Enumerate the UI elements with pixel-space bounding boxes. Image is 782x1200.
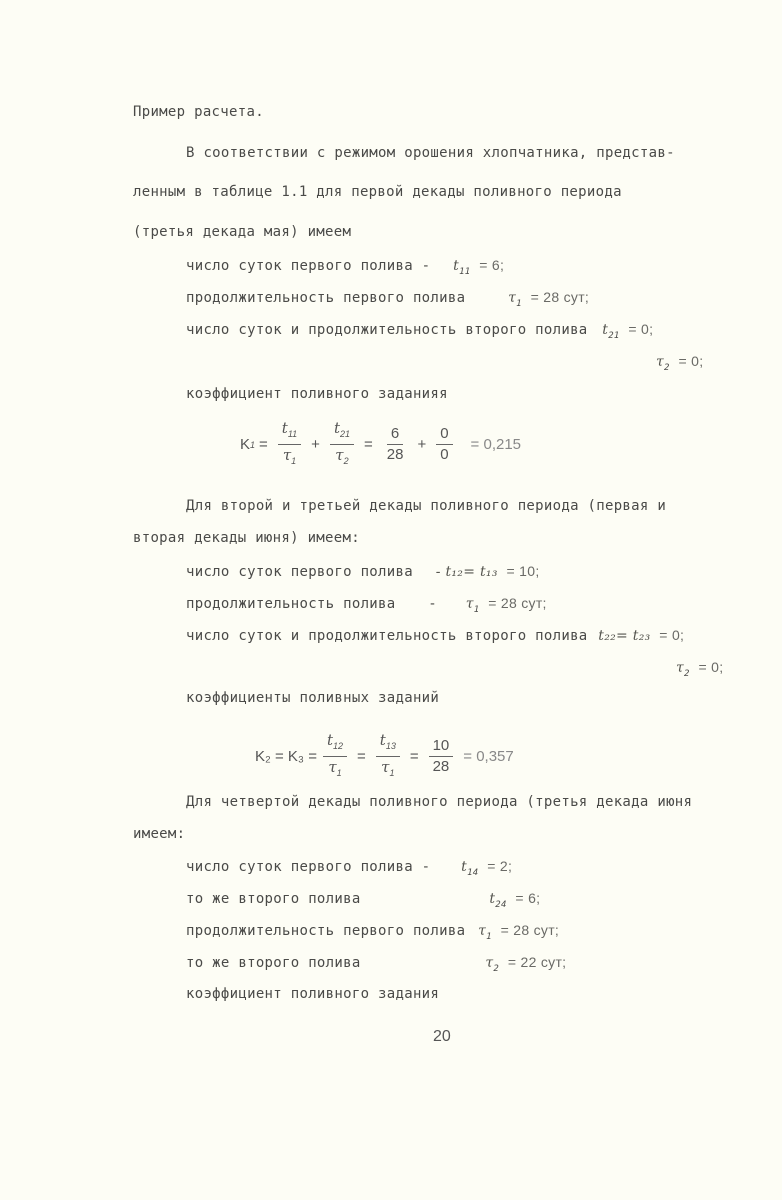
paragraph-line: ленным в таблице 1.1 для первой декады поливного периода xyxy=(133,184,622,200)
page-number: 20 xyxy=(433,1028,451,1045)
list-item: продолжительность первого полива $\tau_1 = 28$ сут; xyxy=(186,922,560,942)
fraction: $\frac{t_{21}}{\tau_2}$ xyxy=(330,418,354,471)
paragraph-line: вторая декады июня) имеем: xyxy=(133,530,360,546)
list-item: продолжительность полива - $\tau_1 = 28$ сут; xyxy=(186,595,547,615)
list-item: число суток первого полива - $t_{11} = 6$; xyxy=(186,257,505,277)
list-item: то же второго полива $t_{24} = 6$; xyxy=(186,890,541,910)
paragraph-line: имеем: xyxy=(133,826,186,842)
fraction: $\frac{6}{28}$ xyxy=(386,425,404,463)
fraction: $\frac{t_{13}}{\tau_1}$ xyxy=(376,730,400,783)
fraction: $\frac{0}{0}$ xyxy=(436,424,452,465)
heading: Пример расчета. xyxy=(133,104,264,120)
formula-k2-k3: K₂ = K₃ = $\frac{t_{12}}{\tau_1}$ = $\frac{t_{13}}{\tau_1}$ = $\frac{10}{28}$ = 0,357 xyxy=(255,730,518,783)
coefficient-label: коэффициент поливного задания xyxy=(186,986,440,1002)
formula-k1: K 1 = $\frac{t_{11}}{\tau_1}$ + $\frac{t_{21}}{\tau_2}$ = $\frac{6}{28}$ + $\frac{0}{0}$ = 0,215 xyxy=(240,418,525,471)
paragraph-line: (третья декада мая) имеем xyxy=(133,224,352,240)
paragraph-line: В соответствии с режимом орошения хлопчатника, представ- xyxy=(186,145,675,161)
list-item: число суток и продолжительность второго полива t₂₂= t₂₃ = 0; xyxy=(186,627,685,644)
fraction: $\frac{10}{28}$ xyxy=(429,736,454,777)
list-item: продолжительность первого полива $\tau_1 = 28$ сут; xyxy=(186,289,590,309)
list-item: $\tau_2 = 0$; xyxy=(656,353,704,373)
list-item: число суток первого полива - $t_{14} = 2$; xyxy=(186,858,513,878)
fraction: $\frac{t_{11}}{\tau_1}$ xyxy=(278,418,301,471)
coefficient-label: коэффициенты поливных заданий xyxy=(186,690,440,706)
list-item: то же второго полива $\tau_2 = 22$ сут; xyxy=(186,954,567,974)
list-item: число суток первого полива - t₁₂= t₁₃ = 10; xyxy=(186,563,540,580)
fraction: $\frac{t_{12}}{\tau_1}$ xyxy=(323,730,347,783)
list-item: число суток и продолжительность второго полива $t_{21} = 0$; xyxy=(186,321,654,341)
paragraph-line: Для второй и третьей декады поливного периода (первая и xyxy=(186,498,667,514)
coefficient-label: коэффициент поливного заданияя xyxy=(186,386,448,402)
list-item: $\tau_2 = 0$; xyxy=(676,659,724,679)
paragraph-line: Для четвертой декады поливного периода (третья декада июня xyxy=(186,794,693,810)
